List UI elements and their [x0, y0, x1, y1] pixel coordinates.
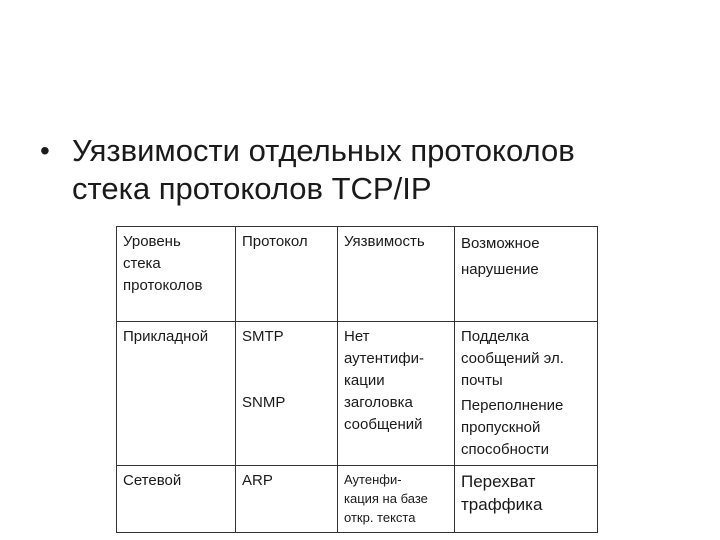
header-violation: [455, 227, 598, 322]
violation-line: способности: [461, 441, 549, 458]
cell-vulnerability: [338, 466, 455, 533]
table-header-row: [117, 227, 598, 322]
title-line-1: Уязвимости отдельных протоколов: [72, 133, 575, 168]
cell-vulnerability: [338, 322, 455, 466]
header-violation-line: нарушение: [461, 261, 539, 278]
header-vulnerability-label: Уязвимость: [344, 233, 425, 250]
header-level: [117, 227, 236, 322]
level-text: Прикладной: [123, 328, 209, 345]
cell-violation: [455, 466, 598, 533]
vulnerability-line: откр. текста: [344, 510, 416, 525]
protocol-text: ARP: [242, 472, 273, 489]
protocol-text: SNMP: [242, 394, 286, 411]
violation-line: Перехват: [461, 472, 536, 491]
vulnerability-line: сообщений: [344, 416, 423, 433]
table-row: [117, 466, 598, 533]
vulnerability-line: кация на базе: [344, 491, 428, 506]
vulnerability-line: кации: [344, 372, 385, 389]
violation-line: траффика: [461, 495, 543, 514]
violation-line: почты: [461, 372, 503, 389]
header-vulnerability: [338, 227, 455, 322]
slide-heading: [40, 132, 680, 208]
cell-level: [117, 466, 236, 533]
header-level-line: стека: [123, 255, 161, 272]
cell-protocol: [236, 322, 338, 466]
violation-line: пропускной: [461, 419, 541, 436]
vulnerability-line: аутентифи-: [344, 350, 424, 367]
cell-protocol: [236, 466, 338, 533]
vulnerability-line: Аутенфи-: [344, 472, 402, 487]
header-protocol-label: Протокол: [242, 233, 308, 250]
violation-line: Подделка: [461, 328, 530, 345]
vulnerability-line: Нет: [344, 328, 370, 345]
header-level-line: Уровень: [123, 233, 181, 250]
cell-level: [117, 322, 236, 466]
header-violation-line: Возможное: [461, 235, 540, 252]
cell-violation: [455, 322, 598, 466]
header-protocol: [236, 227, 338, 322]
header-level-line: протоколов: [123, 277, 203, 294]
vulnerability-table: [116, 226, 598, 533]
protocol-text: SMTP: [242, 328, 284, 345]
violation-line: сообщений эл.: [461, 350, 564, 367]
bullet-point: •: [40, 135, 50, 166]
table-row: [117, 322, 598, 466]
level-text: Сетевой: [123, 472, 182, 489]
slide-title: [72, 132, 680, 208]
vulnerability-line: заголовка: [344, 394, 413, 411]
violation-line: Переполнение: [461, 397, 564, 414]
title-line-2: стека протоколов TCP/IP: [72, 171, 432, 206]
